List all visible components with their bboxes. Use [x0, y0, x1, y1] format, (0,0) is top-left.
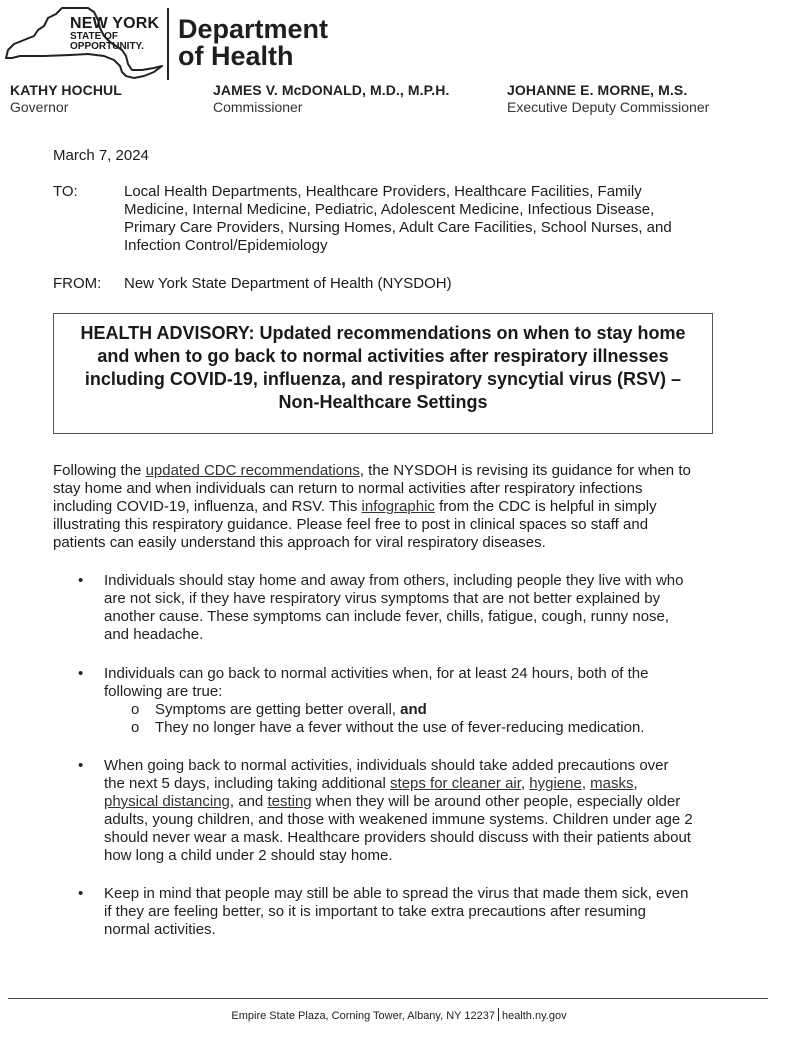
logo-line-1: NEW YORK	[70, 15, 160, 32]
intro-line	[53, 462, 753, 480]
bullet-line	[104, 793, 734, 811]
official-title: Commissioner	[213, 99, 303, 115]
bullet-line: Individuals can go back to normal activities when, for at least 24 hours, both of the	[104, 665, 649, 682]
footer-separator	[498, 1008, 499, 1021]
department-name	[178, 16, 328, 70]
advisory-line: HEALTH ADVISORY: Updated recommendations on when to stay home	[80, 323, 686, 343]
official-name: JOHANNE E. MORNE, M.S.	[507, 82, 688, 98]
intro-text: Following the	[53, 462, 146, 479]
sub-bullet-icon: o	[131, 719, 140, 736]
from-text: New York State Department of Health (NYSDOH)	[124, 275, 452, 292]
logo-line-2: STATE OF	[70, 31, 118, 42]
official-deputy-commissioner	[507, 82, 709, 115]
advisory-line: Non-Healthcare Settings	[278, 392, 488, 412]
bullet-line: should never wear a mask. Healthcare providers should discuss with their patients about	[104, 829, 691, 846]
official-title: Executive Deputy Commissioner	[507, 99, 710, 115]
bullet-line: another cause. These symptoms can include fever, chills, fatigue, cough, runny nose,	[104, 608, 670, 625]
bullet-line	[104, 775, 734, 793]
infographic-link[interactable]: infographic	[361, 498, 435, 515]
intro-line: patients can easily understand this approach for viral respiratory diseases.	[53, 534, 546, 551]
sub-bullet-emphasis: and	[400, 701, 427, 718]
logo-divider	[167, 8, 169, 80]
bullet-line: When going back to normal activities, individuals should take added precautions over	[104, 757, 669, 774]
intro-line: stay home and when individuals can return to normal activities after respiratory infections	[53, 480, 643, 497]
advisory-line: and when to go back to normal activities after respiratory illnesses	[97, 346, 669, 366]
official-name: KATHY HOCHUL	[10, 82, 122, 98]
intro-line: illustrating this respiratory guidance. Please feel free to post in clinical spaces so staff and	[53, 516, 649, 533]
advisory-line: including COVID-19, influenza, and respiratory syncytial virus (RSV) –	[84, 369, 682, 389]
official-commissioner	[213, 82, 449, 115]
bullet-text: ,	[633, 775, 638, 792]
bullet-icon: •	[78, 757, 84, 774]
intro-paragraph	[53, 462, 753, 552]
to-line: Medicine, Internal Medicine, Pediatric, Adolescent Medicine, Infectious Disease,	[124, 201, 655, 218]
cleaner-air-link[interactable]: steps for cleaner air	[390, 775, 521, 792]
bullet-icon: •	[78, 885, 84, 902]
bullet-text: ,	[520, 775, 530, 792]
nys-doh-logo	[4, 6, 334, 80]
health-advisory-box	[53, 313, 713, 434]
footer-divider	[8, 998, 768, 999]
bullet-icon: •	[78, 665, 84, 682]
department-line-2: of Health	[178, 41, 294, 71]
sub-bullet-icon: o	[131, 701, 140, 718]
to-line: Local Health Departments, Healthcare Providers, Healthcare Facilities, Family	[124, 183, 642, 200]
official-title: Governor	[10, 99, 69, 115]
bullet-text: the next 5 days, including taking additional	[104, 775, 391, 792]
bullet-text: ,	[581, 775, 591, 792]
testing-link[interactable]: testing	[267, 793, 312, 810]
sub-bullet-symptoms	[155, 701, 427, 718]
bullet-line: and headache.	[104, 626, 204, 643]
memo-date: March 7, 2024	[53, 147, 149, 164]
footer-address: Empire State Plaza, Corning Tower, Albany, NY 12237	[231, 1010, 495, 1022]
intro-text: , the NYSDOH is revising its guidance for when to	[359, 462, 691, 479]
masks-link[interactable]: masks	[590, 775, 634, 792]
to-line: Infection Control/Epidemiology	[124, 237, 328, 254]
to-label: TO:	[53, 183, 78, 200]
hygiene-link[interactable]: hygiene	[529, 775, 582, 792]
intro-line	[53, 498, 753, 516]
official-governor	[10, 82, 122, 115]
logo-wordmark	[70, 16, 159, 52]
bullet-text: , and	[229, 793, 268, 810]
bullet-stay-home	[104, 572, 734, 644]
bullet-icon: •	[78, 572, 84, 589]
footer-website-link[interactable]: health.ny.gov	[501, 1010, 567, 1022]
bullet-text: when they will be around other people, especially older	[311, 793, 681, 810]
physical-distancing-link[interactable]: physical distancing	[104, 793, 230, 810]
bullet-return-criteria	[104, 665, 734, 701]
footer	[0, 1008, 798, 1022]
intro-text: from the CDC is helpful in simply	[434, 498, 657, 515]
sub-bullet-text: Symptoms are getting better overall,	[155, 701, 401, 718]
to-line: Primary Care Providers, Nursing Homes, Adult Care Facilities, School Nurses, and	[124, 219, 672, 236]
bullet-line: Keep in mind that people may still be able to spread the virus that made them sick, even	[104, 885, 689, 902]
bullet-line: how long a child under 2 should stay home.	[104, 847, 393, 864]
bullet-line: adults, young children, and those with weakened immune systems. Children under age 2	[104, 811, 693, 828]
bullet-line: following are true:	[104, 683, 223, 700]
intro-text: including COVID-19, influenza, and RSV. This	[53, 498, 362, 515]
official-name: JAMES V. McDONALD, M.D., M.P.H.	[213, 82, 450, 98]
sub-bullet-no-fever: They no longer have a fever without the use of fever-reducing medication.	[155, 719, 645, 736]
to-recipients	[124, 183, 764, 255]
department-line-1: Department	[178, 14, 329, 44]
bullet-line: Individuals should stay home and away from others, including people they live with who	[104, 572, 684, 589]
bullet-keep-in-mind	[104, 885, 734, 939]
bullet-line: if they are feeling better, so it is important to take extra precautions after resuming	[104, 903, 646, 920]
bullet-line: are not sick, if they have respiratory virus symptoms that are not better explained by	[104, 590, 661, 607]
bullet-precautions	[104, 757, 734, 865]
logo-line-3: OPPORTUNITY.	[70, 41, 144, 52]
cdc-recommendations-link[interactable]: updated CDC recommendations	[145, 462, 360, 479]
bullet-line: normal activities.	[104, 921, 216, 938]
from-label: FROM:	[53, 275, 102, 292]
